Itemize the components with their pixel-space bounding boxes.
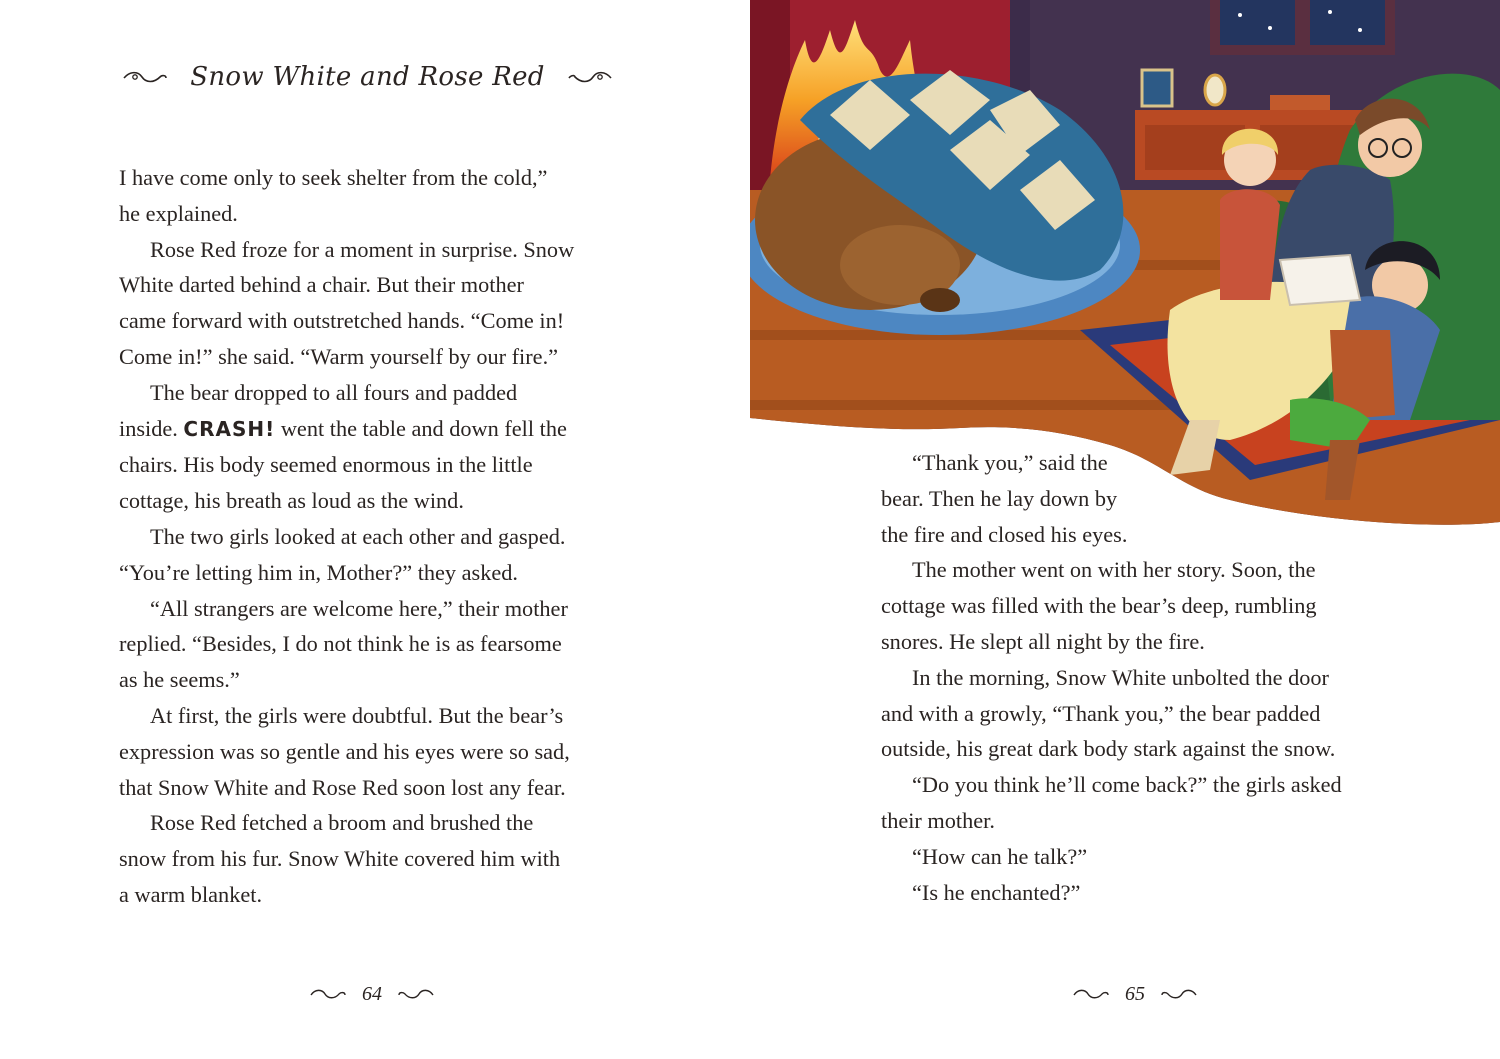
text-line: and with a growly, “Thank you,” the bear padded xyxy=(881,700,1321,726)
inside-word: inside. xyxy=(119,415,178,441)
text-line: “How can he talk?” xyxy=(912,843,1088,869)
text-line: replied. “Besides, I do not think he is as fearsome xyxy=(119,631,562,657)
right-body-text xyxy=(881,445,1342,910)
folio-flourish-icon xyxy=(1160,987,1198,1001)
left-body-text xyxy=(119,160,574,913)
page-number-left xyxy=(309,982,435,1006)
text-line: “Do you think he’ll come back?” the girls asked xyxy=(912,772,1342,798)
page-number-right xyxy=(1072,982,1198,1006)
flourish-left-icon xyxy=(122,69,168,85)
text-line: “Thank you,” said the xyxy=(912,450,1108,475)
text-line: “You’re letting him in, Mother?” they asked. xyxy=(119,559,518,585)
text-fragment: went the table and down fell the xyxy=(280,415,567,441)
text-line: snow from his fur. Snow White covered him with xyxy=(119,846,561,872)
text-line: “Is he enchanted?” xyxy=(912,879,1081,905)
flourish-right-icon xyxy=(567,69,613,85)
page-number: 65 xyxy=(1125,982,1145,1005)
text-line: The two girls looked at each other and gasped. xyxy=(150,523,566,549)
text-line: White darted behind a chair. But their mother xyxy=(119,272,524,298)
crash-word: CRASH! xyxy=(183,416,276,441)
folio-flourish-icon xyxy=(309,987,347,1001)
text-line: At first, the girls were doubtful. But the bear’s xyxy=(150,702,564,728)
text-line: outside, his great dark body stark against the snow. xyxy=(881,736,1336,762)
text-line-crash xyxy=(119,411,574,448)
text-line: In the morning, Snow White unbolted the door xyxy=(912,664,1329,690)
book-title: Snow White and Rose Red xyxy=(190,62,545,92)
text-line: cottage was filled with the bear’s deep, rumbling xyxy=(881,593,1317,619)
text-line: cottage, his breath as loud as the wind. xyxy=(119,488,464,514)
text-line: a warm blanket. xyxy=(119,881,263,907)
text-line: “All strangers are welcome here,” their mother xyxy=(150,595,568,621)
text-line: he explained. xyxy=(119,200,238,226)
text-line: The mother went on with her story. Soon, the xyxy=(912,557,1316,583)
text-line: as he seems.” xyxy=(119,667,240,693)
running-head xyxy=(0,62,735,92)
text-line: the fire and closed his eyes. xyxy=(881,521,1128,547)
folio-flourish-icon xyxy=(397,987,435,1001)
text-line: Come in!” she said. “Warm yourself by our fire.” xyxy=(119,343,559,369)
page-number: 64 xyxy=(362,982,382,1005)
text-line: expression was so gentle and his eyes were so sad, xyxy=(119,738,570,764)
folio-flourish-icon xyxy=(1072,987,1110,1001)
text-line: bear. Then he lay down by xyxy=(881,485,1118,511)
text-line: came forward with outstretched hands. “Come in! xyxy=(119,308,565,334)
text-line: Rose Red fetched a broom and brushed the xyxy=(150,810,534,836)
text-line: their mother. xyxy=(881,807,995,833)
text-line: chairs. His body seemed enormous in the little xyxy=(119,452,533,478)
text-line: Rose Red froze for a moment in surprise. Snow xyxy=(150,236,575,262)
text-line: The bear dropped to all fours and padded xyxy=(150,379,518,405)
text-line: I have come only to seek shelter from the cold,” xyxy=(119,165,548,190)
text-line: snores. He slept all night by the fire. xyxy=(881,628,1205,654)
text-line: that Snow White and Rose Red soon lost any fear. xyxy=(119,774,566,800)
